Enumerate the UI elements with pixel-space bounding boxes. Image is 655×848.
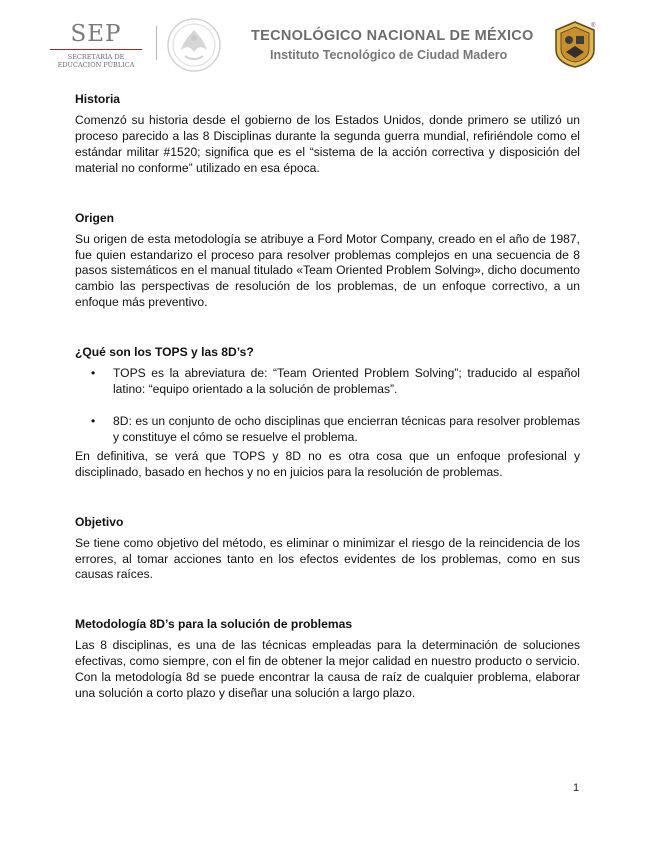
bullet-icon: • [91,413,96,428]
institution-title: TECNOLÓGICO NACIONAL DE MÉXICO [251,28,534,44]
header-divider [156,26,157,60]
national-seal-icon [163,16,225,74]
paragraph-historia: Comenzó su historia desde el gobierno de los Estados Unidos, donde primero se utilizó un proceso parecido a las 8 Disciplinas durante la segunda guerra mundial, refiriéndole como el estándar militar #1520; significa que es el “sistema de la acción correctiva y disposición del material no conforme” utilizado en esa época. [75,113,580,175]
sep-logo [46,22,146,69]
sep-subtitle-line2: EDUCACIÓN PÚBLICA [57,61,135,69]
heading-historia: Historia [75,92,121,106]
heading-objetivo: Objetivo [75,514,124,529]
sep-subtitle-line1: SECRETARÍA DE [67,53,125,61]
paragraph-objetivo: Se tiene como objetivo del método, es eliminar o minimizar el riesgo de la reincidencia de los errores, al tomar acciones tanto en los efectos evidentes de los problemas, como en sus causas raíces. [75,535,580,582]
sep-wordmark: SEP [70,21,122,47]
page-number: 1 [573,782,580,794]
heading-metodologia: Metodología 8D’s para la solución de problemas [75,617,353,632]
document-body [75,86,580,702]
bullet-text-8d: 8D: es un conjunto de ocho disciplinas que encierran técnicas para resolver problemas y constituye el cómo se resuelve el problema. [113,413,580,444]
page-header [0,0,655,80]
registered-mark: ® [591,23,596,29]
institution-subtitle: Instituto Tecnológico de Ciudad Madero [270,48,508,62]
list-item [75,366,580,398]
paragraph-origen: Su origen de esta metodología se atribuye a Ford Motor Company, creado en el año de 1987, fue quien estandarizo el proceso para resolver problemas complejos en una secuencia de 8 pasos sistemáticos en el manual titulado «Team Oriented Problem Solving», dicho documento cambio las perspectivas de resolución de los problemas, de un enfoque correctivo, a un enfoque más preventivo. [75,231,580,310]
paragraph-tops-closing: En definitiva, se verá que TOPS y 8D no es otra cosa que un enfoque profesional y disciplinado, basado en hechos y no en juicios para la resolución de problemas. [75,448,580,479]
heading-tops: ¿Qué son los TOPS y las 8D’s? [75,345,254,360]
itcm-shield-icon [552,20,598,68]
bullet-icon: • [91,366,96,381]
bullet-text-tops: TOPS es la abreviatura de: “Team Oriented Problem Solving”; traducido al español latino: “equipo orientado a la solución de problemas”. [113,366,580,397]
list-item [75,414,580,446]
sep-rule [50,49,142,50]
tops-bullet-list [75,366,580,446]
paragraph-metodologia: Las 8 disciplinas, es una de las técnicas empleadas para la determinación de soluciones efectivas, como siempre, con el fin de obtener la mejor calidad en nuestro producto o servicio. Con la metodología 8d se puede encontrar la causa de raíz de cualquier problema, elaborar una solución a corto plazo y diseñar una solución a largo plazo. [75,638,580,701]
heading-origen: Origen [75,210,114,225]
